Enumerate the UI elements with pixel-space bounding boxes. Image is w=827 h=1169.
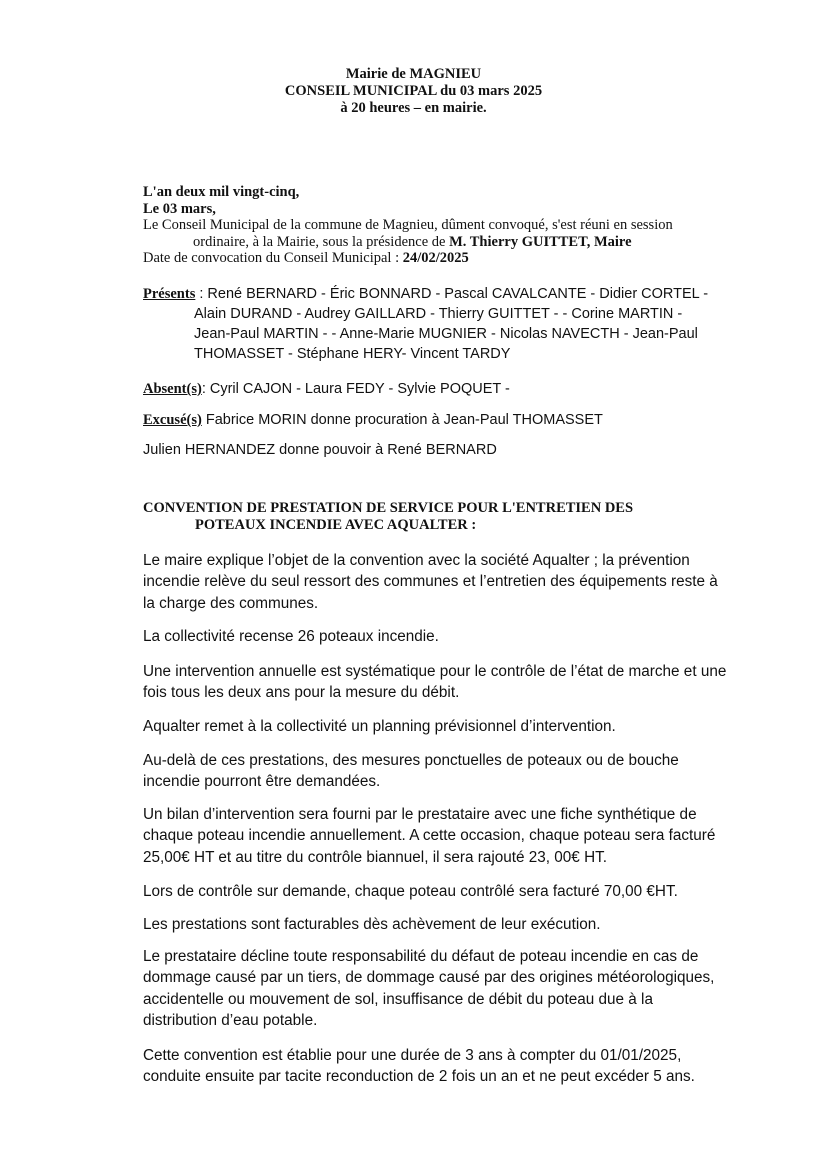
paragraph: Aqualter remet à la collectivité un planning prévisionnel d’intervention. bbox=[143, 718, 616, 735]
presents-line2: Alain DURAND - Audrey GAILLARD - Thierry GUITTET - - Corine MARTIN - bbox=[194, 306, 683, 322]
intro-year: L'an deux mil vingt-cinq, bbox=[143, 184, 300, 200]
paragraph: Une intervention annuelle est systématique pour le contrôle de l’état de marche et une fois tous les deux ans pour la mesure du débit. bbox=[143, 663, 727, 702]
presents-line1 bbox=[143, 284, 728, 304]
intro-block bbox=[143, 184, 733, 267]
section-title bbox=[143, 500, 733, 534]
intro-session-line1: Le Conseil Municipal de la commune de Magnieu, dûment convoqué, s'est réuni en session bbox=[143, 217, 673, 233]
paragraph: Le maire explique l’objet de la convention avec la société Aqualter ; la prévention incendie relève du seul ressort des communes et l’entretien des équipements reste à la charge des communes. bbox=[143, 552, 718, 612]
paragraph: Au-delà de ces prestations, des mesures ponctuelles de poteaux ou de bouche incendie pourront être demandées. bbox=[143, 752, 679, 791]
paragraph: La collectivité recense 26 poteaux incendie. bbox=[143, 628, 439, 645]
presents-line3: Jean-Paul MARTIN - - Anne-Marie MUGNIER - Nicolas NAVECTH - Jean-Paul bbox=[194, 326, 698, 342]
paragraph: Les prestations sont facturables dès achèvement de leur exécution. bbox=[143, 916, 601, 933]
intro-convocation bbox=[143, 250, 733, 267]
presents-line4: THOMASSET - Stéphane HERY- Vincent TARDY bbox=[194, 346, 511, 362]
paragraph: Un bilan d’intervention sera fourni par le prestataire avec une fiche synthétique de chaque poteau incendie annuellement. A cette occasion, chaque poteau sera facturé 25,00€ HT et au titre du contrôle biannuel, il sera rajouté 23, 00€ HT. bbox=[143, 806, 716, 866]
section-title-line2: POTEAUX INCENDIE AVEC AQUALTER : bbox=[195, 517, 477, 533]
absents-line bbox=[143, 380, 510, 398]
excuses-line bbox=[143, 411, 603, 429]
intro-session-prefix: ordinaire, à la Mairie, sous la présidence de bbox=[193, 233, 450, 250]
section-title-line1: CONVENTION DE PRESTATION DE SERVICE POUR L'ENTRETIEN DES bbox=[143, 500, 634, 516]
presents-text1: : René BERNARD - Éric BONNARD - Pascal CAVALCANTE - Didier CORTEL - bbox=[195, 286, 709, 302]
header-mairie: Mairie de MAGNIEU bbox=[345, 66, 482, 82]
paragraph: Lors de contrôle sur demande, chaque poteau contrôlé sera facturé 70,00 €HT. bbox=[143, 883, 678, 900]
paragraph: Le prestataire décline toute responsabilité du défaut de poteau incendie en cas de dommage causé par un tiers, de dommage causé par des origines météorologiques, accidentelle ou mouvement de sol, insuffisance de débit du poteau due à la distribution d’eau potable. bbox=[143, 948, 715, 1029]
absents-label: Absent(s) bbox=[143, 381, 202, 397]
excuses-text: Fabrice MORIN donne procuration à Jean-Paul THOMASSET bbox=[201, 412, 603, 428]
document-header bbox=[0, 66, 827, 117]
intro-date: Le 03 mars, bbox=[143, 200, 216, 217]
paragraph: Cette convention est établie pour une durée de 3 ans à compter du 01/01/2025, conduite ensuite par tacite reconduction de 2 fois un an et ne peut excéder 5 ans. bbox=[143, 1047, 695, 1086]
presents-label: Présents bbox=[143, 286, 196, 302]
excuses-label: Excusé(s) bbox=[143, 412, 202, 428]
excuses-extra: Julien HERNANDEZ donne pouvoir à René BERNARD bbox=[143, 442, 497, 458]
presents-block bbox=[143, 284, 728, 364]
convocation-date: 24/02/2025 bbox=[402, 250, 469, 266]
header-heure: à 20 heures – en mairie. bbox=[340, 100, 487, 116]
absents-text: : Cyril CAJON - Laura FEDY - Sylvie POQUET - bbox=[201, 381, 510, 397]
convocation-label: Date de convocation du Conseil Municipal : bbox=[143, 250, 403, 266]
intro-president: M. Thierry GUITTET, Maire bbox=[449, 233, 632, 250]
header-conseil: CONSEIL MUNICIPAL du 03 mars 2025 bbox=[284, 83, 543, 99]
intro-session-line2 bbox=[143, 234, 733, 251]
